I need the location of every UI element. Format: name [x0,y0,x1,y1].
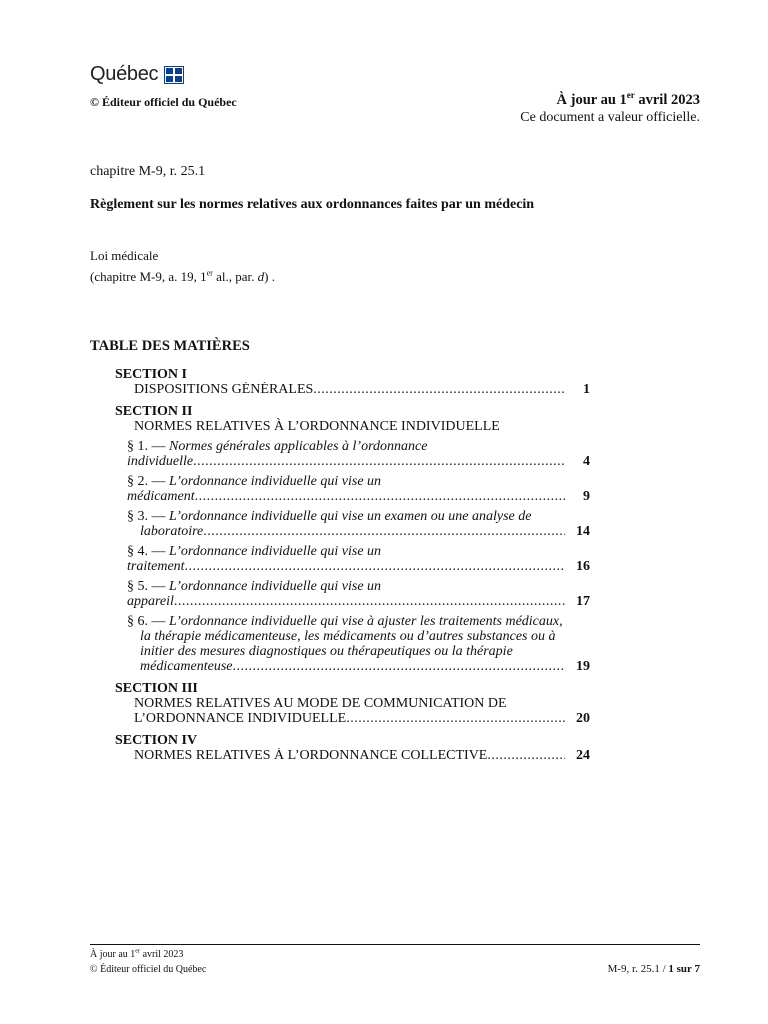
page-number: 24 [576,748,590,763]
paragraph-title-line: L’ordonnance individuelle qui vise un examen ou une analyse de [169,509,532,524]
paragraph-title-line: médicamenteuse [140,659,233,674]
header-copyright: © Éditeur officiel du Québec [90,95,237,109]
section-title: NORMES RELATIVES À L’ORDONNANCE COLLECTIVE [134,748,488,763]
toc-entry[interactable] [115,711,590,726]
chapter-reference: chapitre M-9, r. 25.1 [90,164,206,179]
section-title-line: NORMES RELATIVES AU MODE DE COMMUNICATION DE [134,696,507,711]
paragraph-title-line: la thérapie médicamenteuse, les médicaments ou d’autres substances ou à [140,629,556,644]
toc-entry[interactable] [115,748,590,763]
footer-page-indicator: M-9, r. 25.1 / 1 sur 7 [607,963,700,975]
dot-leader [193,454,565,469]
section-label: SECTION IV [115,733,198,748]
page-number: 19 [576,659,590,674]
page-number: 4 [583,454,590,469]
page-number: 9 [583,489,590,504]
toc-section-4 [115,733,590,763]
section-label: SECTION II [115,404,193,419]
dot-leader [185,559,565,574]
section-label: SECTION I [115,367,187,382]
paragraph-title: L’ordonnance individuelle qui vise un médicament [127,474,382,504]
law-name: Loi médicale [90,248,159,263]
footer-copyright: © Éditeur officiel du Québec [90,964,207,975]
page-number: 20 [576,711,590,726]
paragraph-title: L’ordonnance individuelle qui vise un appareil [127,579,382,609]
section-title: DISPOSITIONS GÉNÉRALES [134,382,314,397]
toc-entry[interactable]: § 5. — L’ordonnance individuelle qui vise un appareil ..... 17 [115,579,590,609]
toc-entry[interactable]: § 3. — L’ordonnance individuelle qui vise un examen ou une analyse de laboratoire ..... 14 [115,509,590,539]
section-label: SECTION III [115,681,198,696]
toc-entry[interactable]: § 6. — L’ordonnance individuelle qui vise à ajuster les traitements médicaux, la thérapie médicamenteuse, les médicaments ou d’autres substances ou à initier des mesures diagnostiques ou thérapeutiques ou la thérapie médicamenteuse ..... 19 [115,614,590,674]
law-reference: (chapitre M-9, a. 19, 1er al., par. d) . [90,268,275,284]
paragraph-title-line: L’ordonnance individuelle qui vise à ajuster les traitements médicaux, [169,614,563,629]
section-title: NORMES RELATIVES À L’ORDONNANCE INDIVIDUELLE [134,419,500,434]
paragraph-title: L’ordonnance individuelle qui vise un traitement [127,544,382,574]
quebec-flag-icon [164,66,184,84]
toc-entry[interactable] [115,382,590,397]
page-number: 14 [576,524,590,539]
toc-entry[interactable]: § 4. — L’ordonnance individuelle qui vise un traitement ..... 16 [115,544,590,574]
dot-leader [313,382,565,397]
dot-leader [195,489,565,504]
toc-entry[interactable]: § 2. — L’ordonnance individuelle qui vise un médicament ..... 9 [115,474,590,504]
quebec-logo [90,62,184,86]
official-note: Ce document a valeur officielle. [520,110,700,125]
footer-divider [90,944,700,945]
section-title-line: L’ORDONNANCE INDIVIDUELLE [134,711,347,726]
dot-leader [346,711,565,726]
page-number: 16 [576,559,590,574]
table-of-contents [115,367,590,770]
dot-leader [487,748,565,763]
footer-update-date: À jour au 1er avril 2023 [90,947,184,960]
toc-entry[interactable]: § 1. — Normes générales applicables à l’ordonnance individuelle ..... 4 [115,439,590,469]
dot-leader [174,594,565,609]
toc-section-1 [115,367,590,397]
page-number: 17 [576,594,590,609]
header-update-date: À jour au 1er avril 2023 [556,90,700,108]
regulation-title: Règlement sur les normes relatives aux ordonnances faites par un médecin [90,197,535,212]
dot-leader [233,659,565,674]
toc-section-2 [115,404,590,674]
logo-wordmark: Québec [90,62,159,85]
paragraph-title-line: laboratoire [140,524,204,539]
toc-section-3 [115,681,590,726]
paragraph-title-line: initier des mesures diagnostiques ou thérapeutiques ou la thérapie [140,644,513,659]
toc-heading: TABLE DES MATIÈRES [90,338,250,354]
paragraph-title: Normes générales applicables à l’ordonnance individuelle [127,439,428,469]
page-number: 1 [583,382,590,397]
dot-leader [203,524,565,539]
